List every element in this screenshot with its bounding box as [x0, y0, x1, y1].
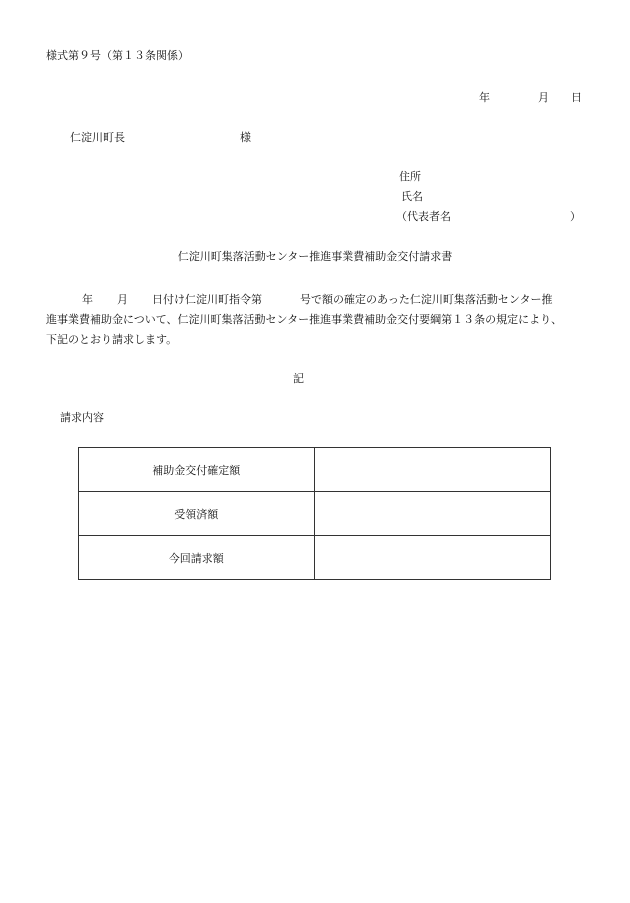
body-line-1	[46, 290, 586, 310]
representative-label: （代表者名	[396, 210, 451, 223]
claim-table	[78, 447, 551, 580]
body-number-tail: 号で額の確定のあった仁淀川町集落活動センター推	[300, 293, 553, 306]
table-row	[79, 536, 551, 580]
document-title: 仁淀川町集落活動センター推進事業費補助金交付請求書	[177, 250, 453, 263]
applicant-name-label: 氏名	[401, 190, 423, 203]
date-year-label: 年	[479, 91, 490, 104]
date-day-label: 日	[571, 91, 582, 104]
date-month-label: 月	[538, 91, 549, 104]
addressee-honorific: 様	[240, 131, 251, 144]
body-line-2: 進事業費補助金について、仁淀川町集落活動センター推進事業費補助金交付要綱第１３条の規定により、	[46, 313, 563, 326]
body-date-reference: 日付け仁淀川町指令第	[152, 293, 262, 306]
addressee-name: 仁淀川町長	[70, 131, 125, 144]
current-claim-amount-value[interactable]	[314, 536, 551, 580]
body-paragraph	[46, 290, 586, 350]
form-number: 様式第９号（第１３条関係）	[46, 49, 189, 62]
body-year-label: 年	[82, 293, 93, 306]
applicant-address-label: 住所	[399, 170, 421, 183]
table-row	[79, 492, 551, 536]
body-month-label: 月	[117, 293, 128, 306]
section-heading: 請求内容	[60, 411, 104, 424]
body-line-3: 下記のとおり請求します。	[46, 333, 178, 346]
ki-marker: 記	[293, 372, 304, 385]
received-amount-value[interactable]	[314, 492, 551, 536]
table-row	[79, 448, 551, 492]
representative-close-paren: ）	[570, 210, 581, 223]
confirmed-amount-value[interactable]	[314, 448, 551, 492]
confirmed-amount-label: 補助金交付確定額	[79, 448, 315, 492]
current-claim-amount-label: 今回請求額	[79, 536, 315, 580]
received-amount-label: 受領済額	[79, 492, 315, 536]
